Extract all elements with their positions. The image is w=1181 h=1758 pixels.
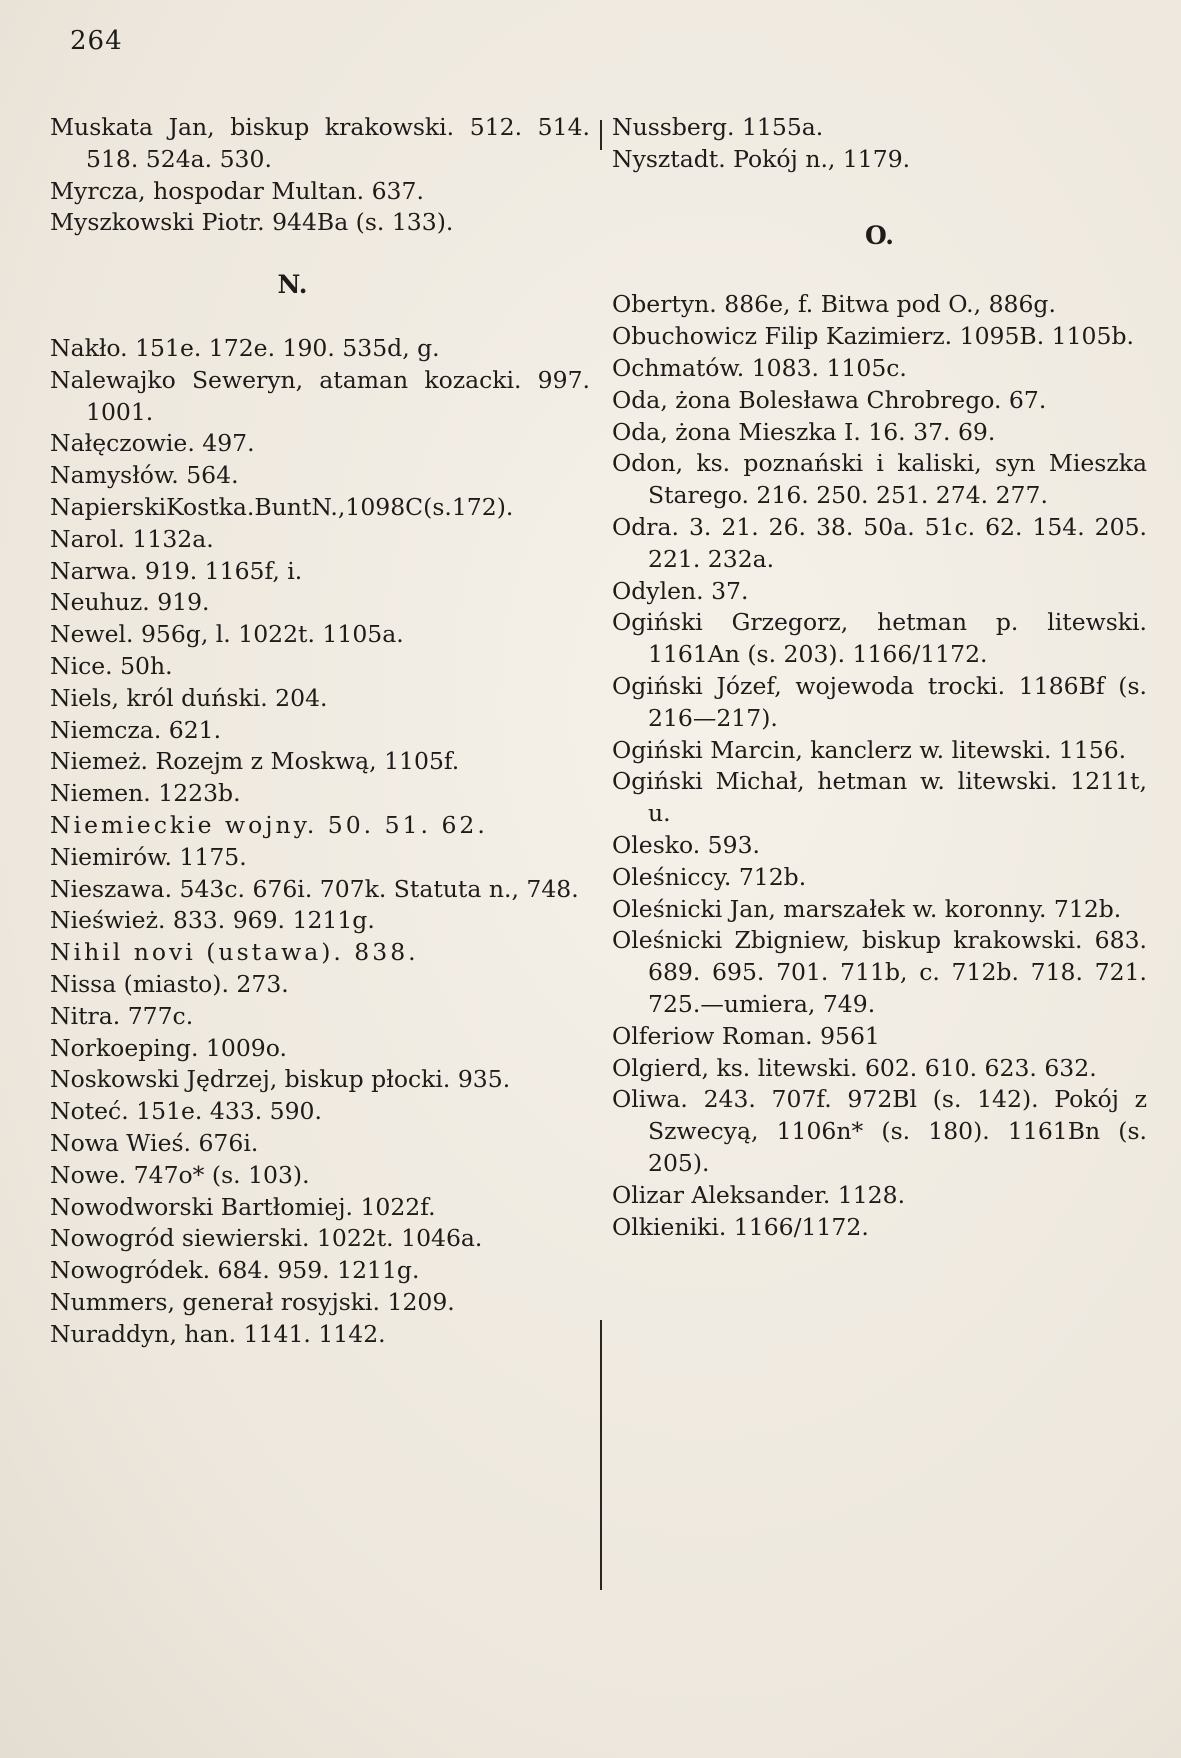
index-entry: Nowodworski Bartłomiej. 1022f. <box>50 1192 436 1221</box>
index-entry: Ogiński Grzegorz, hetman p. litewski. 1161An (s. 203). 1166/1172. <box>612 608 1147 669</box>
index-entry: Niemirów. 1175. <box>50 842 247 871</box>
index-entry: Nihil novi (ustawa). 838. <box>50 938 419 967</box>
index-entry: Niels, król duński. 204. <box>50 683 328 712</box>
index-entry: Oda, żona Bolesława Chrobrego. 67. <box>612 385 1047 414</box>
index-entry: Odra. 3. 21. 26. 38. 50a. 51c. 62. 154. 205. 221. 232a. <box>612 512 1147 573</box>
index-entry: Olesko. 593. <box>612 830 760 859</box>
index-entry: Muskata Jan, biskup krakowski. 512. 514. 518. 524a. 530. <box>50 113 590 173</box>
index-entry: Nalewajko Seweryn, ataman kozacki. 997. 1001. <box>50 365 590 426</box>
index-entry: Olferiow Roman. 9561 <box>612 1021 880 1050</box>
index-entry: Nowa Wieś. 676i. <box>50 1128 259 1157</box>
index-entry: Myrcza, hospodar Multan. 637. <box>50 176 424 205</box>
index-entry: Neuhuz. 919. <box>50 588 210 617</box>
page-number: 264 <box>70 26 123 56</box>
section-heading-n: N. <box>277 270 308 300</box>
index-entry: Nice. 50h. <box>50 651 173 680</box>
right-column <box>612 112 1147 1243</box>
index-entry: Namysłów. 564. <box>50 461 239 490</box>
index-entry: Olkieniki. 1166/1172. <box>612 1212 869 1241</box>
index-entry: Newel. 956g, l. 1022t. 1105a. <box>50 620 404 649</box>
index-entry: Nissa (miasto). 273. <box>50 969 289 998</box>
index-entry: Niemieckie wojny. 50. 51. 62. <box>50 810 488 839</box>
index-entry: Niemen. 1223b. <box>50 779 241 808</box>
index-entry: Oliwa. 243. 707f. 972Bl (s. 142). Pokój z Szwecyą, 1106n* (s. 180). 1161Bn (s. 205). <box>612 1085 1147 1177</box>
index-entry: Niemeż. Rozejm z Moskwą, 1105f. <box>50 747 460 776</box>
index-entry: Odylen. 37. <box>612 576 749 605</box>
column-divider <box>600 120 602 150</box>
index-entry: Myszkowski Piotr. 944Ba (s. 133). <box>50 208 454 237</box>
index-entry: Olizar Aleksander. 1128. <box>612 1180 906 1209</box>
index-entry: Obertyn. 886e, f. Bitwa pod O., 886g. <box>612 290 1056 319</box>
index-entry: Nummers, generał rosyjski. 1209. <box>50 1287 455 1316</box>
index-entry: Obuchowicz Filip Kazimierz. 1095B. 1105b. <box>612 322 1134 351</box>
index-entry: Nuraddyn, han. 1141. 1142. <box>50 1319 386 1348</box>
index-entry: Nowe. 747o* (s. 103). <box>50 1160 310 1189</box>
index-entry: Niemcza. 621. <box>50 715 222 744</box>
index-entry: NapierskiKostka.BuntN.,1098C(s.172). <box>50 492 514 521</box>
index-entry: Oda, żona Mieszka I. 16. 37. 69. <box>612 417 996 446</box>
index-entry: Nałęczowie. 497. <box>50 429 255 458</box>
index-entry: Odon, ks. poznański i kaliski, syn Mieszka Starego. 216. 250. 251. 274. 277. <box>612 449 1147 510</box>
index-entry: Narwa. 919. 1165f, i. <box>50 556 303 585</box>
index-entry: Ochmatów. 1083. 1105c. <box>612 353 907 382</box>
index-entry: Noteć. 151e. 433. 590. <box>50 1097 322 1126</box>
left-column <box>50 112 590 1350</box>
index-entry: Oleśniccy. 712b. <box>612 862 807 891</box>
index-entry: Nowogród siewierski. 1022t. 1046a. <box>50 1224 483 1253</box>
index-entry: Oleśnicki Jan, marszałek w. koronny. 712b. <box>612 894 1122 923</box>
index-entry: Ogiński Józef, wojewoda trocki. 1186Bf (s. 216—217). <box>612 671 1147 732</box>
section-heading-o: O. <box>864 220 895 250</box>
index-entry: Ogiński Michał, hetman w. litewski. 1211t, u. <box>612 767 1147 828</box>
index-entry: Narol. 1132a. <box>50 524 214 553</box>
index-entry: Nieśwież. 833. 969. 1211g. <box>50 906 375 935</box>
index-entry: Nowogródek. 684. 959. 1211g. <box>50 1256 420 1285</box>
index-entry: Nakło. 151e. 172e. 190. 535d, g. <box>50 333 440 362</box>
index-entry: Nitra. 777c. <box>50 1001 194 1030</box>
index-entry: Nysztadt. Pokój n., 1179. <box>612 144 911 173</box>
index-entry: Oleśnicki Zbigniew, biskup krakowski. 683. 689. 695. 701. 711b, c. 712b. 718. 721. 725.—umiera, 749. <box>612 926 1147 1018</box>
index-entry: Ogiński Marcin, kanclerz w. litewski. 1156. <box>612 735 1127 764</box>
index-entry: Norkoeping. 1009o. <box>50 1033 287 1062</box>
column-divider <box>600 1320 602 1590</box>
index-entry: Nussberg. 1155a. <box>612 113 824 141</box>
index-entry: Olgierd, ks. litewski. 602. 610. 623. 632. <box>612 1053 1097 1082</box>
index-entry: Nieszawa. 543c. 676i. 707k. Statuta n., 748. <box>50 874 579 903</box>
index-entry: Noskowski Jędrzej, biskup płocki. 935. <box>50 1065 511 1094</box>
